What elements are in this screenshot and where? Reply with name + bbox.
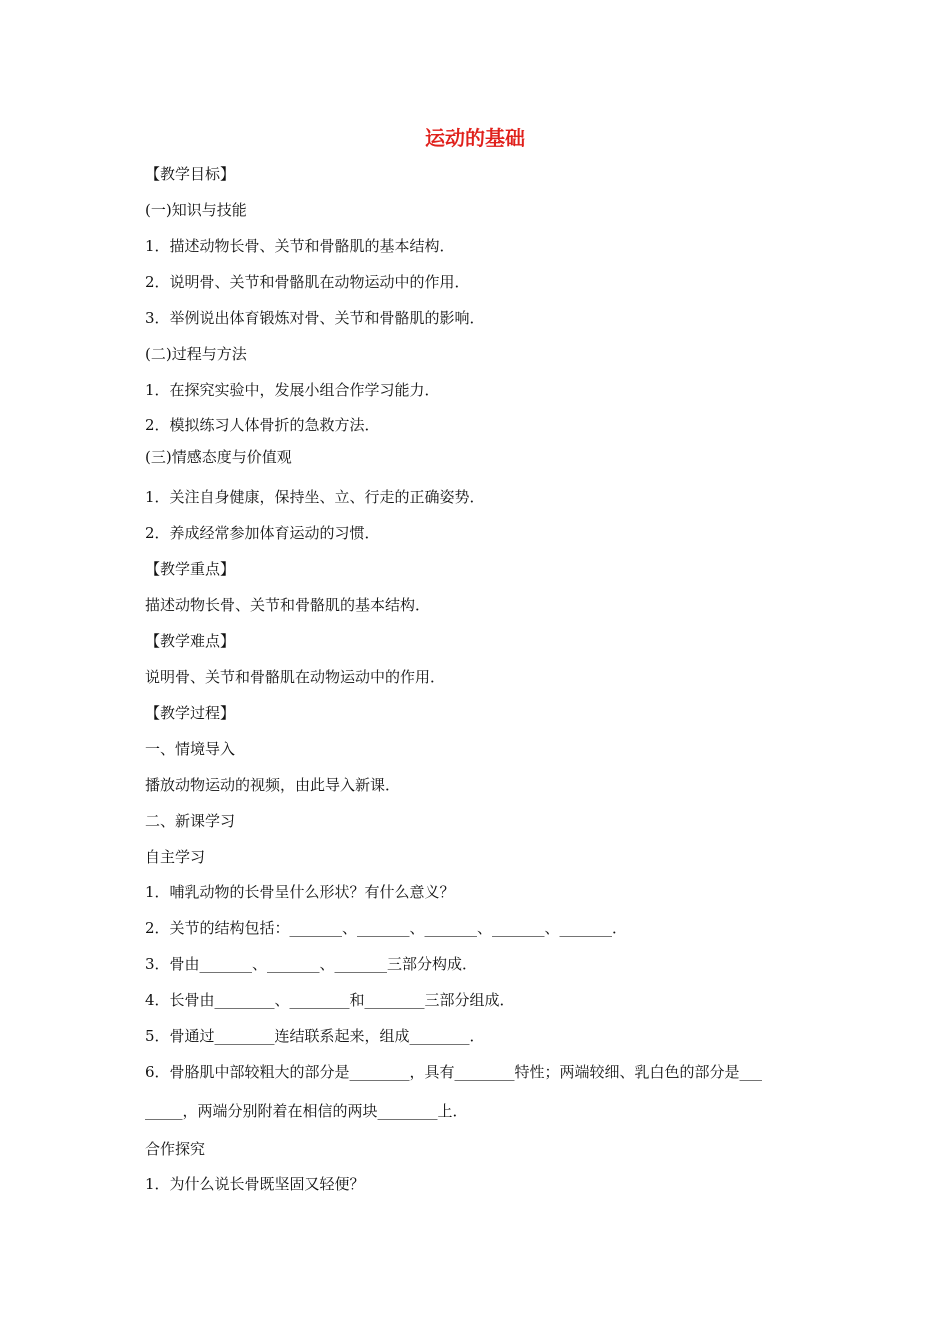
question-item: 1．为什么说长骨既坚固又轻便？: [145, 1175, 365, 1193]
subheading-cooperative-inquiry: 合作探究: [145, 1140, 206, 1158]
section-heading-difficulties: 【教学难点】: [145, 632, 236, 650]
question-item: 5．骨通过________连结联系起来，组成________．: [145, 1027, 485, 1045]
subheading-knowledge-skills: (一)知识与技能: [145, 201, 247, 219]
question-item: 6．骨胳肌中部较粗大的部分是________，具有________特性；两端较细、乳白色的部分是___: [145, 1063, 763, 1081]
subheading-self-study: 自主学习: [145, 848, 206, 866]
question-item: 3．骨由_______、_______、_______三部分构成．: [145, 955, 478, 973]
document-title: 运动的基础: [425, 126, 525, 150]
question-item: 1．哺乳动物的长骨呈什么形状？有什么意义？: [145, 883, 455, 901]
subheading-process-methods: (二)过程与方法: [145, 345, 247, 363]
list-item: 1．描述动物长骨、关节和骨骼肌的基本结构．: [145, 237, 455, 255]
subheading-intro: 一、情境导入: [145, 740, 236, 758]
list-item: 1．关注自身健康，保持坐、立、行走的正确姿势．: [145, 488, 485, 506]
list-item: 3．举例说出体育锻炼对骨、关节和骨骼肌的影响．: [145, 309, 485, 327]
section-heading-objectives: 【教学目标】: [145, 165, 236, 183]
list-item: 2．模拟练习人体骨折的急救方法．: [145, 416, 380, 434]
question-item: 4．长骨由________、________和________三部分组成．: [145, 991, 515, 1009]
subheading-new-lesson: 二、新课学习: [145, 812, 236, 830]
section-heading-process: 【教学过程】: [145, 704, 236, 722]
list-item: 2．养成经常参加体育运动的习惯．: [145, 524, 380, 542]
subheading-attitudes-values: (三)情感态度与价值观: [145, 448, 292, 466]
question-item: 2．关节的结构包括：_______、_______、_______、_______、_______．: [145, 919, 628, 937]
list-item: 2．说明骨、关节和骨骼肌在动物运动中的作用．: [145, 273, 470, 291]
section-heading-key-points: 【教学重点】: [145, 560, 236, 578]
paragraph: 描述动物长骨、关节和骨骼肌的基本结构．: [145, 596, 431, 614]
question-item-continued: _____，两端分别附着在相信的两块________上．: [145, 1102, 468, 1120]
paragraph: 说明骨、关节和骨骼肌在动物运动中的作用．: [145, 668, 446, 686]
list-item: 1．在探究实验中，发展小组合作学习能力．: [145, 381, 440, 399]
paragraph: 播放动物运动的视频，由此导入新课．: [145, 776, 401, 794]
